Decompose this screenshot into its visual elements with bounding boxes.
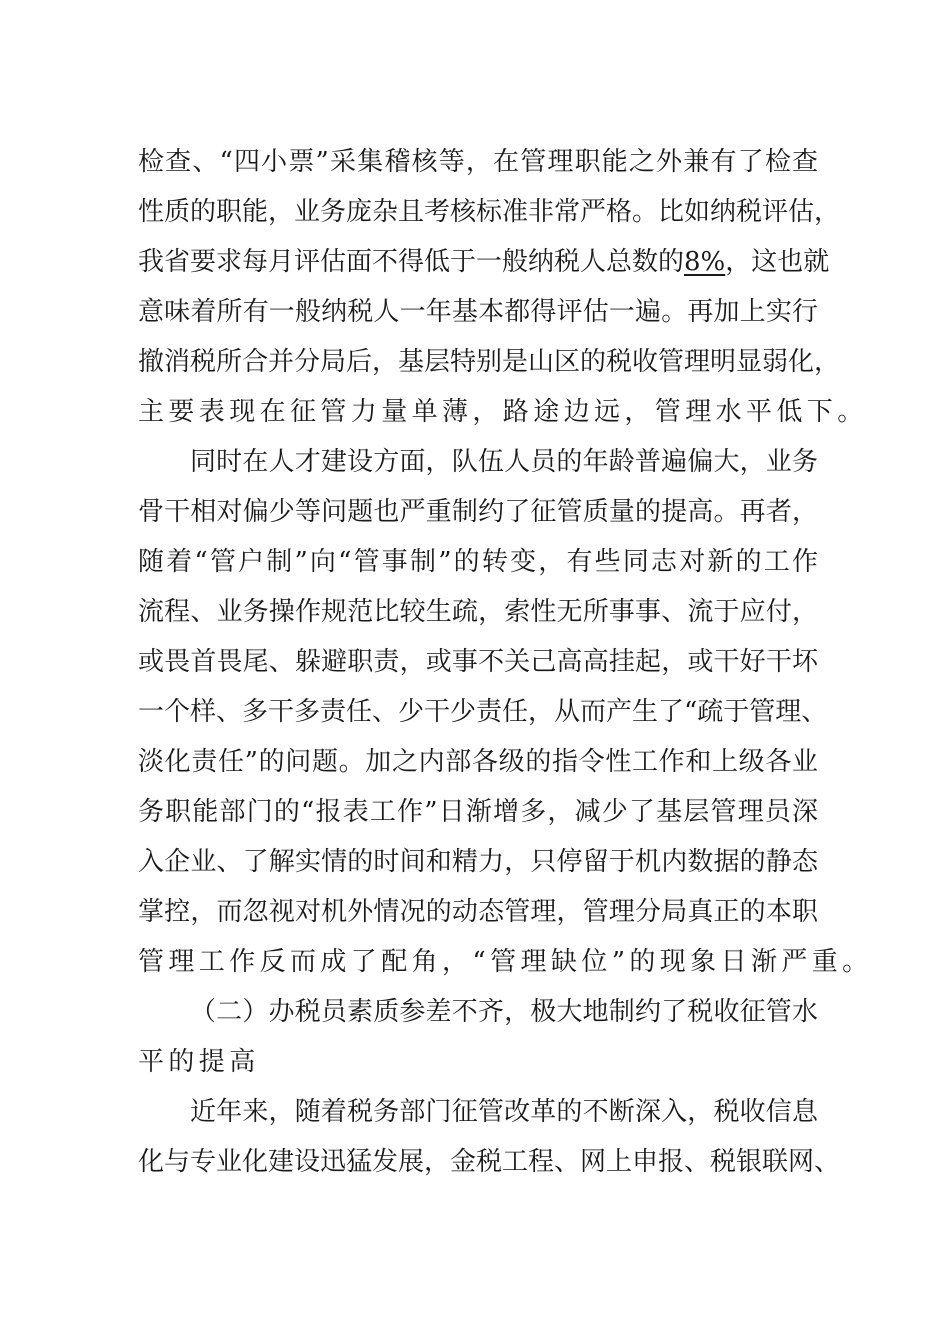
paragraph-line: 骨干相对偏少等问题也严重制约了征管质量的提高。再者， — [138, 497, 818, 527]
paragraph-line: 或畏首畏尾、躲避职责，或事不关己高高挂起，或干好干坏 — [138, 647, 818, 677]
paragraph-line: 掌控，而忽视对机外情况的动态管理，管理分局真正的本职 — [138, 897, 818, 927]
paragraph-line: 一个样、多干多责任、少干少责任，从而产生了“疏于管理、 — [138, 697, 828, 727]
paragraph-line: 主要表现在征管力量单薄，路途边远，管理水平低下。 — [138, 397, 868, 427]
percentage-value: 8% — [684, 247, 726, 277]
line-text: 我省要求每月评估面不得低于一般纳税人总数的 — [138, 247, 685, 277]
section-heading-line: （二）办税员素质参差不齐，极大地制约了税收征管水 — [190, 997, 818, 1027]
paragraph-line: 意味着所有一般纳税人一年基本都得评估一遍。再加上实行 — [138, 297, 818, 327]
paragraph-line: 化与专业化建设迅猛发展，金税工程、网上申报、税银联网、 — [138, 1147, 841, 1177]
paragraph-line: 务职能部门的“报表工作”日渐增多，减少了基层管理员深 — [138, 797, 818, 827]
paragraph-line: 流程、业务操作规范比较生疏，索性无所事事、流于应付， — [138, 597, 818, 627]
paragraph-line: 检查、“四小票”采集稽核等，在管理职能之外兼有了检查 — [138, 147, 818, 177]
paragraph-line: 近年来，随着税务部门征管改革的不断深入，税收信息 — [190, 1097, 818, 1127]
paragraph-line — [138, 244, 830, 280]
paragraph-line: 淡化责任”的问题。加之内部各级的指令性工作和上级各业 — [138, 747, 818, 777]
paragraph-line: 入企业、了解实情的时间和精力，只停留于机内数据的静态 — [138, 847, 818, 877]
paragraph-line: 性质的职能，业务庞杂且考核标准非常严格。比如纳税评估， — [138, 197, 841, 227]
paragraph-line: 同时在人才建设方面，队伍人员的年龄普遍偏大，业务 — [190, 447, 818, 477]
section-heading-line: 平的提高 — [138, 1047, 260, 1077]
paragraph-line: 撤消税所合并分局后，基层特别是山区的税收管理明显弱化， — [138, 347, 841, 377]
paragraph-line: 管理工作反而成了配角，“管理缺位”的现象日渐严重。 — [138, 947, 873, 977]
line-text: ，这也就 — [725, 247, 830, 277]
paragraph-line: 随着“管户制”向“管事制”的转变，有些同志对新的工作 — [138, 547, 818, 577]
